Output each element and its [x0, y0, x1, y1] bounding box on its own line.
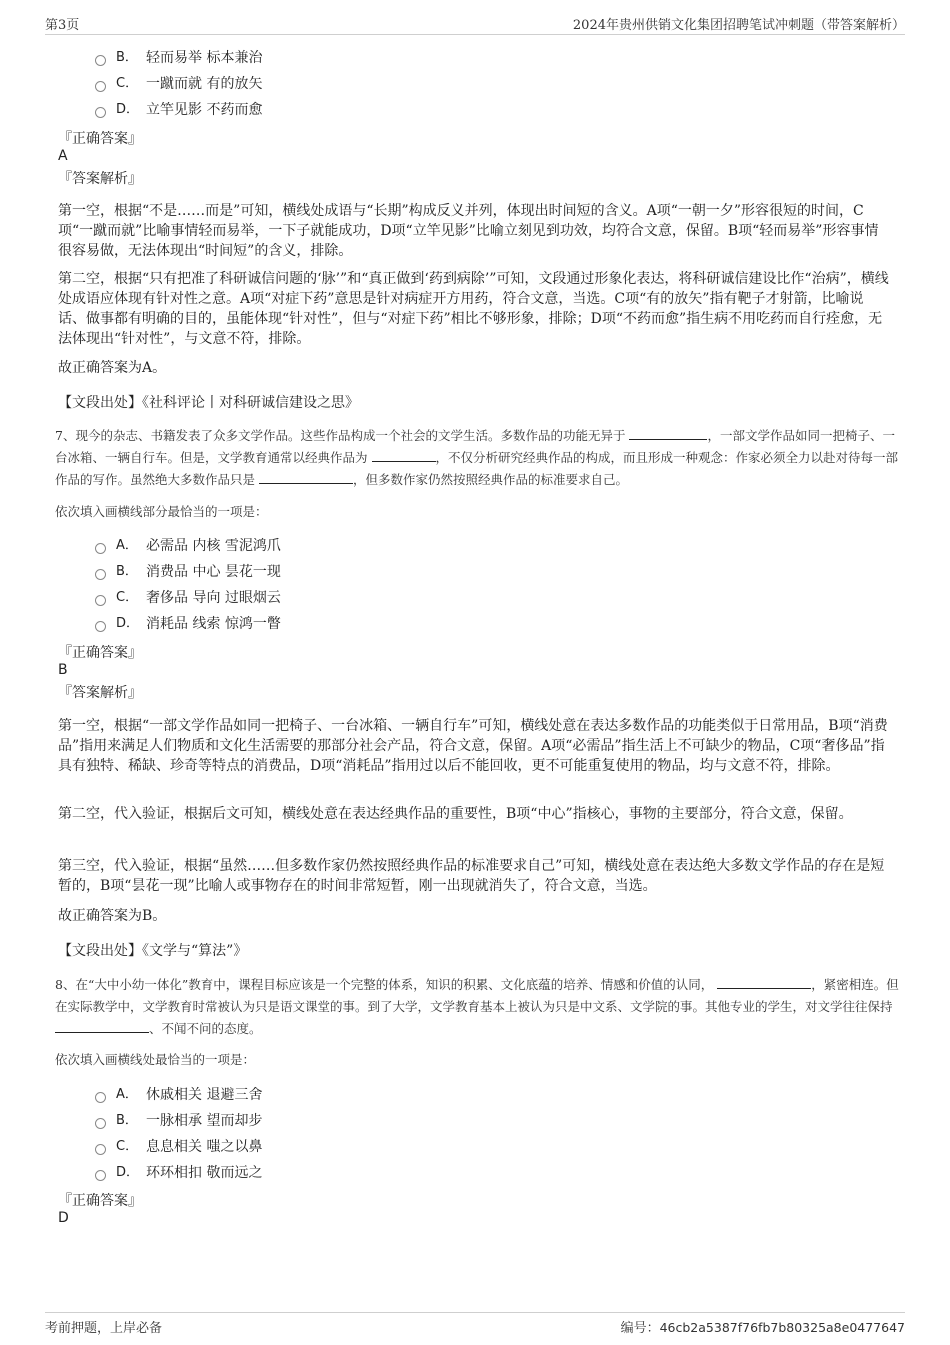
analysis-paragraph: 第一空，根据“不是……而是”可知，横线处成语与“长期”构成反义并列，体现出时间短的含义。A项“一朝一夕”形容很短的时间，C项“一蹴而就”比喻事情轻而易举，一下子就能成功，D项“立竿见影”比喻立刻见到功效，均符合文意，保留。B项“轻而易举”形容事情很容易做，无法体现出“时间短”的含义，排除。 [58, 203, 879, 259]
option-text: 休戚相关 退避三舍 [146, 1087, 263, 1103]
page-footer [45, 1312, 905, 1337]
analysis-label: 『答案解析』 [58, 685, 142, 701]
page-header [45, 14, 905, 35]
option-b[interactable] [95, 559, 281, 585]
question-prompt: 依次填入画横线处最恰当的一项是： [55, 1052, 256, 1067]
option-c[interactable] [95, 585, 281, 611]
stem-text: 8、在“大中小幼一体化”教育中，课程目标应该是一个完整的体系，知识的积累、文化底蕴的培养、情感和价值的认同， [55, 977, 714, 992]
option-text: 奢侈品 导向 过眼烟云 [146, 590, 281, 606]
analysis-paragraph: 第二空，代入验证，根据后文可知，横线处意在表达经典作品的重要性，B项“中心”指核心，事物的主要部分，符合文意，保留。 [58, 806, 853, 822]
option-b[interactable] [95, 45, 262, 71]
option-text: 一脉相承 望而却步 [146, 1113, 263, 1129]
option-text: 必需品 内核 雪泥鸿爪 [146, 538, 281, 554]
option-text: 一蹴而就 有的放矢 [146, 76, 263, 92]
code-value: 46cb2a5387f76fb7b80325a8e0477647 [659, 1320, 905, 1335]
radio-icon[interactable] [95, 55, 106, 66]
option-d[interactable] [95, 97, 262, 123]
question-prompt: 依次填入画横线部分最恰当的一项是： [55, 504, 268, 519]
analysis-conclusion: 故正确答案为A。 [58, 360, 167, 376]
blank-line [629, 425, 707, 440]
option-text: 消费品 中心 昙花一现 [146, 564, 281, 580]
stem-text: 、不闻不问的态度。 [149, 1021, 262, 1036]
radio-icon[interactable] [95, 107, 106, 118]
blank-line [717, 974, 811, 989]
analysis-paragraph: 第三空，代入验证，根据“虽然……但多数作家仍然按照经典作品的标准要求自己”可知，横线处意在表达绝大多数文学作品的存在是短暂的，B项“昙花一现”比喻人或事物存在的时间非常短暂，刚一出现就消失了，符合文意，当选。 [58, 858, 885, 894]
q8-options [95, 1082, 262, 1186]
stem-text: ，但多数作家仍然按照经典作品的标准要求自己。 [353, 472, 629, 487]
option-key: C． [116, 1139, 139, 1154]
option-text: 消耗品 线索 惊鸿一瞥 [146, 616, 281, 632]
option-c[interactable] [95, 71, 262, 97]
radio-icon[interactable] [95, 1144, 106, 1155]
option-key: B． [116, 564, 138, 579]
radio-icon[interactable] [95, 1118, 106, 1129]
analysis-paragraph: 第二空，根据“只有把准了科研诚信问题的‘脉’”和“真正做到‘药到病除’”可知，文段通过形象化表达，将科研诚信建设比作“治病”，横线处成语应体现有针对性之意。A项“对症下药”意思是针对病症开方用药，符合文意，当选。C项“有的放矢”指有靶子才射箭，比喻说话、做事都有明确的目的，虽能体现“针对性”，但与“对症下药”相比不够形象，排除；D项“不药而愈”指生病不用吃药而自行痊愈，无法体现出“针对性”，与文意不符，排除。 [58, 271, 889, 347]
answer-label: 『正确答案』 [58, 1193, 142, 1209]
document-title: 2024年贵州供销文化集团招聘笔试冲刺题（带答案解析） [572, 18, 905, 33]
radio-icon[interactable] [95, 81, 106, 92]
stem-text: 7、现今的杂志、书籍发表了众多文学作品。这些作品构成一个社会的文学生活。多数作品的功能无异于 [55, 428, 626, 443]
source-citation: 【文段出处】《社科评论丨对科研诚信建设之思》 [58, 395, 359, 411]
q7-options [95, 533, 281, 637]
question-8-stem [55, 974, 900, 1040]
answer-value: D [58, 1210, 69, 1226]
blank-line [55, 1018, 149, 1033]
analysis-paragraph: 第一空，根据“一部文学作品如同一把椅子、一台冰箱、一辆自行车”可知，横线处意在表达多数作品的功能类似于日常用品，B项“消费品”指用来满足人们物质和文化生活需要的那部分社会产品，符合文意，保留。A项“必需品”指生活上不可缺少的物品，C项“奢侈品”指具有独特、稀缺、珍奇等特点的消费品，D项“消耗品”指用过以后不能回收，更不可能重复使用的物品，均与文意不符，排除。 [58, 718, 888, 774]
radio-icon[interactable] [95, 1170, 106, 1181]
footer-slogan: 考前押题，上岸必备 [45, 1321, 163, 1336]
answer-label: 『正确答案』 [58, 645, 142, 661]
stem-text: ，一部文学作品如同一把椅子、一台冰箱、一辆自行车。但是，文学教育通常以经典作品为 [55, 428, 895, 465]
page-number: 第3页 [45, 18, 80, 33]
option-d[interactable] [95, 611, 281, 637]
option-text: 立竿见影 不药而愈 [146, 102, 263, 118]
question-7-stem [55, 425, 900, 491]
document-code [621, 1317, 905, 1336]
radio-icon[interactable] [95, 595, 106, 606]
option-a[interactable] [95, 1082, 262, 1108]
option-key: D． [116, 102, 140, 117]
source-citation: 【文段出处】《文学与“算法”》 [58, 943, 248, 959]
option-b[interactable] [95, 1108, 262, 1134]
code-label: 编号： [620, 1321, 660, 1336]
analysis-conclusion: 故正确答案为B。 [58, 908, 167, 924]
stem-text: ，不仅分析研究经典作品的构成，而且形成一种观念：作家必须全力以赴对待每一部作品的写作。虽然绝大多数作品只是 [55, 450, 899, 487]
radio-icon[interactable] [95, 1092, 106, 1103]
stem-text: ，紧密相连。但在实际教学中，文学教育时常被认为只是语文课堂的事。到了大学，文学教育基本上被认为只是中文系、文学院的事。其他专业的学生，对文学往往保持 [55, 977, 899, 1014]
option-text: 环环相扣 敬而远之 [146, 1165, 263, 1181]
option-key: B． [116, 50, 138, 65]
option-d[interactable] [95, 1160, 262, 1186]
option-key: A． [116, 1087, 138, 1102]
option-text: 轻而易举 标本兼治 [146, 50, 263, 66]
blank-line [259, 469, 353, 484]
radio-icon[interactable] [95, 621, 106, 632]
answer-label: 『正确答案』 [58, 131, 142, 147]
blank-line [372, 447, 436, 462]
radio-icon[interactable] [95, 569, 106, 580]
answer-value: B [58, 662, 68, 678]
option-key: C． [116, 590, 139, 605]
q6-options [95, 45, 262, 123]
radio-icon[interactable] [95, 543, 106, 554]
option-key: B． [116, 1113, 138, 1128]
option-key: C． [116, 76, 139, 91]
analysis-label: 『答案解析』 [58, 171, 142, 187]
option-key: D． [116, 1165, 140, 1180]
option-key: A． [116, 538, 138, 553]
option-a[interactable] [95, 533, 281, 559]
option-c[interactable] [95, 1134, 262, 1160]
option-key: D． [116, 616, 140, 631]
answer-value: A [58, 148, 68, 164]
option-text: 息息相关 嗤之以鼻 [146, 1139, 263, 1155]
